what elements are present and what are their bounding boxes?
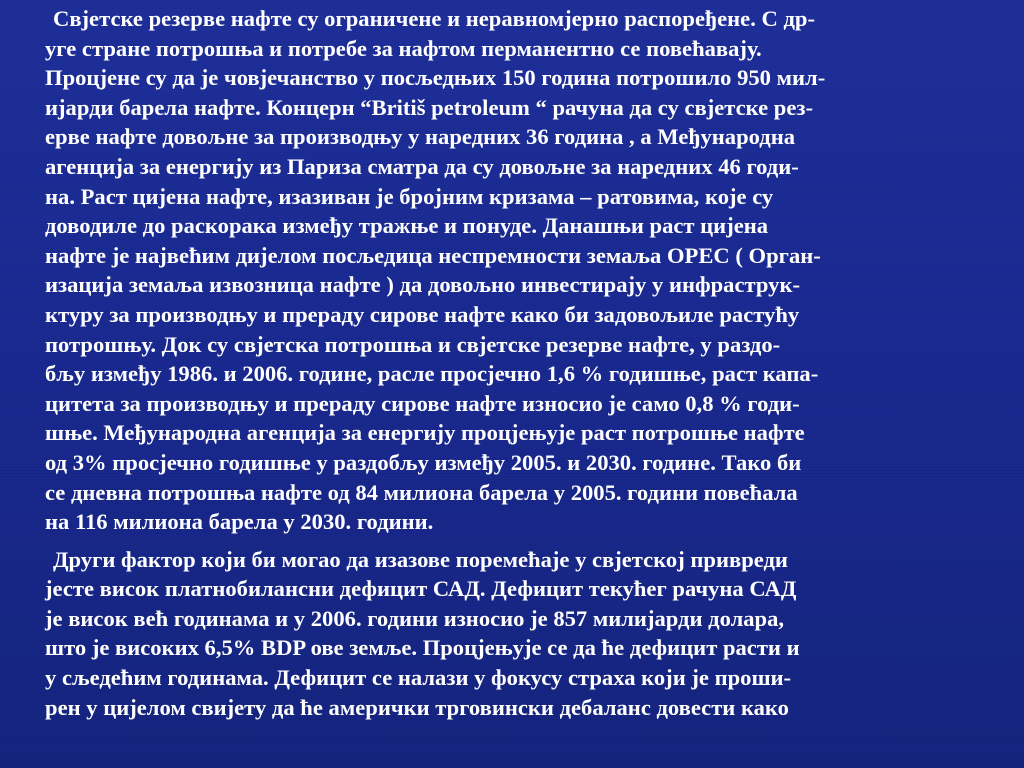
slide-text-body: [45, 4, 1020, 722]
text-line: Други фактор који би могао да изазове поремећаје у свјетској привреди: [53, 546, 788, 572]
text-line: у сљедећим годинама. Дефицит се налази у фокусу страха који је проши-: [45, 665, 792, 691]
text-line: ерве нафте довољне за производњу у наредних 36 година , а Међународна: [45, 124, 796, 150]
text-line: агенција за енергију из Париза сматра да су довољне за наредних 46 годи-: [45, 153, 799, 179]
text-line: цитета за производњу и прераду сирове нафте износио је само 0,8 % годи-: [45, 390, 800, 416]
text-line: јесте висок платнобилансни дефицит САД. Дефицит текућег рачуна САД: [45, 576, 797, 602]
text-line: Свјетске резерве нафте су ограничене и неравномјерно распоређене. С др-: [53, 6, 815, 31]
paragraph-us-deficit: [45, 545, 1020, 723]
text-line: доводиле до раскорака између тражње и понуде. Данашњи раст цијена: [45, 213, 769, 239]
text-line: Процјене су да је човјечанство у посљедњих 150 година потрошило 950 мил-: [45, 65, 826, 91]
text-line: рен у цијелом свијету да ће амерички трговински дебаланс довести како: [45, 694, 789, 720]
text-line: изација земаља извозница нафте ) да довољно инвестирају у инфраструк-: [45, 272, 800, 298]
text-line: на 116 милиона барела у 2030. години.: [45, 509, 434, 535]
text-line: на. Раст цијена нафте, изазиван је бројним кризама – ратовима, које су: [45, 183, 774, 209]
text-line: потрошњу. Док су свјетска потрошња и свјетске резерве нафте, у раздо-: [45, 331, 781, 357]
text-line: нафте је највећим дијелом посљедица неспремности земаља ОРЕС ( Орган-: [45, 242, 821, 268]
text-line: бљу између 1986. и 2006. године, расле просјечно 1,6 % годишње, раст капа-: [45, 361, 819, 387]
text-line: уге стране потрошња и потребе за нафтом перманентно се повећавају.: [45, 35, 762, 61]
paragraph-spacer: [45, 537, 1020, 545]
text-line: од 3% просјечно годишње у раздобљу између 2005. и 2030. године. Тако би: [45, 449, 802, 475]
text-line: шње. Међународна агенција за енергију процјењује раст потрошње нафте: [45, 420, 805, 446]
paragraph-oil-reserves: [45, 4, 1020, 537]
text-line: што је високих 6,5% BDP ове земље. Процјењује се да ће дефицит расти и: [45, 635, 800, 661]
text-line: је висок већ годинама и у 2006. години износио је 857 милијарди долара,: [45, 605, 785, 631]
text-line: ктуру за производњу и прераду сирове нафте како би задовољиле растућу: [45, 301, 800, 327]
text-line: ијарди барела нафте. Концерн “Britiš petroleum “ рачуна да су свјетске рез-: [45, 94, 813, 120]
text-line: се дневна потрошња нафте од 84 милиона барела у 2005. години повећала: [45, 479, 798, 505]
